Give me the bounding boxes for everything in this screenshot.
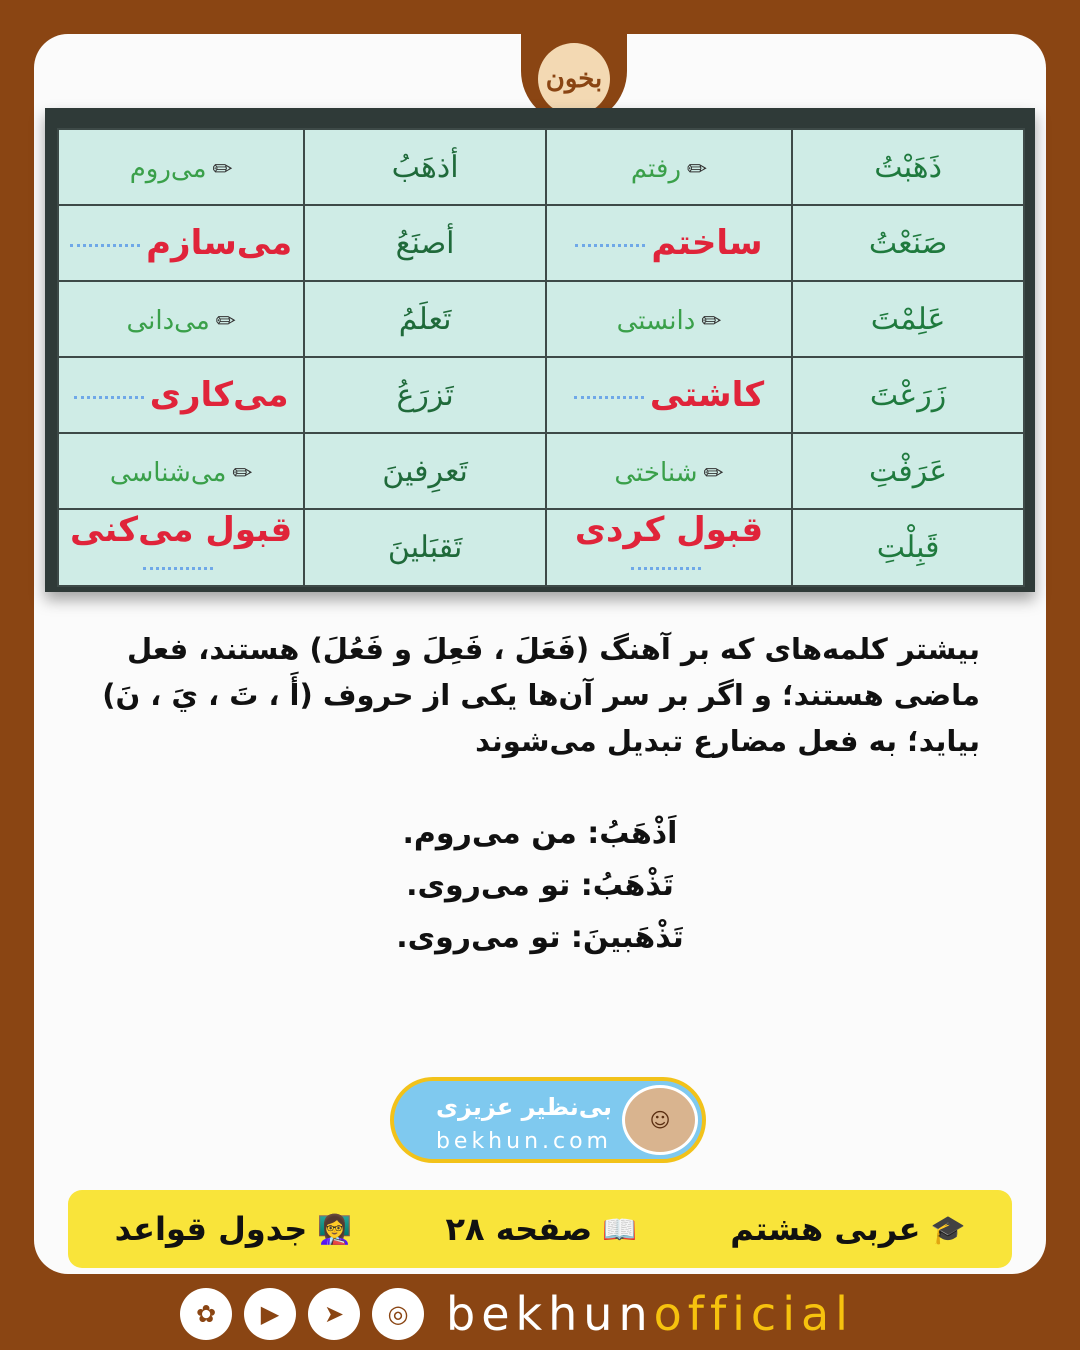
- grammar-table: [57, 128, 1025, 587]
- meaning-text: قبول کردی: [574, 510, 764, 550]
- example-line: اَذْهَبُ: من می‌روم.: [402, 816, 678, 851]
- footer-social: [180, 1284, 910, 1344]
- arabic-verb-cell: تَقبَلينَ: [304, 509, 546, 586]
- dotted-line: [70, 244, 140, 247]
- arabic-verb-cell: ذَهَبْتُ: [792, 129, 1024, 205]
- persian-meaning-cell: [58, 433, 304, 509]
- example-line: تَذْهَبينَ: تو می‌روی.: [396, 920, 684, 955]
- author-avatar: ☺: [622, 1085, 698, 1155]
- arabic-verb-cell: تَعلَمُ: [304, 281, 546, 357]
- arabic-verb-cell: أصنَعُ: [304, 205, 546, 281]
- arabic-verb-cell: عَلِمْتَ: [792, 281, 1024, 357]
- table-row: [58, 433, 1024, 509]
- logo-mark: بخون: [538, 43, 610, 115]
- dotted-line: [631, 567, 701, 570]
- persian-meaning-cell: [58, 205, 304, 281]
- table-row: [58, 281, 1024, 357]
- brand-yellow: official: [653, 1287, 854, 1341]
- meaning-text: ساختم: [651, 223, 763, 263]
- brand-white: bekhun: [446, 1287, 654, 1341]
- meaning-text: دانستی: [616, 305, 696, 336]
- course-item: [730, 1210, 965, 1248]
- persian-meaning-cell: [546, 129, 792, 205]
- page-label: صفحه ۲۸: [445, 1210, 593, 1248]
- meaning-text: شناختی: [614, 457, 698, 488]
- pencil-icon: ✏: [232, 458, 253, 487]
- persian-meaning-cell: [58, 281, 304, 357]
- examples-list: [200, 808, 880, 964]
- topic-item: [115, 1210, 353, 1248]
- persian-meaning-cell: [58, 357, 304, 433]
- dotted-line: [574, 396, 644, 399]
- meaning-text: کاشتی: [649, 375, 765, 415]
- arabic-verb-cell: عَرَفْتِ: [792, 433, 1024, 509]
- arabic-verb-cell: صَنَعْتُ: [792, 205, 1024, 281]
- brand-handle[interactable]: [446, 1287, 854, 1341]
- meaning-text: می‌کاری: [149, 375, 289, 415]
- table-row: [58, 129, 1024, 205]
- instagram-icon[interactable]: ◎: [372, 1288, 424, 1340]
- arabic-verb-cell: زَرَعْتَ: [792, 357, 1024, 433]
- meaning-text: می‌روم: [129, 153, 207, 184]
- dotted-line: [143, 567, 213, 570]
- meaning-text: می‌دانی: [126, 305, 210, 336]
- aparat-icon[interactable]: ✿: [180, 1288, 232, 1340]
- meaning-text: قبول می‌کنی: [70, 510, 293, 550]
- teacher-icon: 👩‍🏫: [317, 1212, 353, 1246]
- arabic-verb-cell: قَبِلْتِ: [792, 509, 1024, 586]
- author-site[interactable]: bekhun.com: [435, 1129, 612, 1154]
- meaning-text: می‌سازم: [146, 223, 293, 263]
- arabic-verb-cell: تَعرِفينَ: [304, 433, 546, 509]
- course-label: عربی هشتم: [730, 1210, 921, 1248]
- dotted-line: [74, 396, 144, 399]
- persian-meaning-cell: [546, 357, 792, 433]
- persian-meaning-cell: [546, 509, 792, 586]
- arabic-verb-cell: تَزرَعُ: [304, 357, 546, 433]
- example-line: تَذْهَبُ: تو می‌روی.: [406, 868, 674, 903]
- book-icon: 📖: [602, 1212, 637, 1246]
- author-name: بی‌نظیر عزیزی: [435, 1093, 612, 1121]
- pencil-icon: ✏: [687, 154, 708, 183]
- arabic-verb-cell: أذهَبُ: [304, 129, 546, 205]
- persian-meaning-cell: [546, 281, 792, 357]
- dotted-line: [575, 244, 645, 247]
- persian-meaning-cell: [546, 433, 792, 509]
- author-badge[interactable]: [390, 1077, 706, 1163]
- pencil-icon: ✏: [701, 306, 722, 335]
- pencil-icon: ✏: [215, 306, 236, 335]
- pencil-icon: ✏: [212, 154, 233, 183]
- graduation-cap-icon: 🎓: [930, 1212, 966, 1246]
- table-row: [58, 509, 1024, 586]
- youtube-icon[interactable]: ▶: [244, 1288, 296, 1340]
- meaning-text: می‌شناسی: [109, 457, 227, 488]
- telegram-icon[interactable]: ➤: [308, 1288, 360, 1340]
- page-item: [446, 1210, 638, 1248]
- explanation-text: بیشتر کلمه‌های که بر آهنگ (فَعَلَ ، فَعِلَ و فَعُلَ) هستند، فعل ماضی هستند؛ و اگر بر سر آن‌ها یکی از حروف (أَ ، تَ ، يَ ، نَ) بیاید؛ به فعل مضارع تبدیل می‌شوند: [102, 632, 980, 758]
- table-row: [58, 357, 1024, 433]
- meaning-text: رفتم: [630, 153, 682, 184]
- grammar-table-board: [45, 108, 1035, 592]
- info-bar: [68, 1190, 1012, 1268]
- table-row: [58, 205, 1024, 281]
- persian-meaning-cell: [58, 509, 304, 586]
- persian-meaning-cell: [58, 129, 304, 205]
- topic-label: جدول قواعد: [114, 1210, 308, 1248]
- persian-meaning-cell: [546, 205, 792, 281]
- pencil-icon: ✏: [703, 458, 724, 487]
